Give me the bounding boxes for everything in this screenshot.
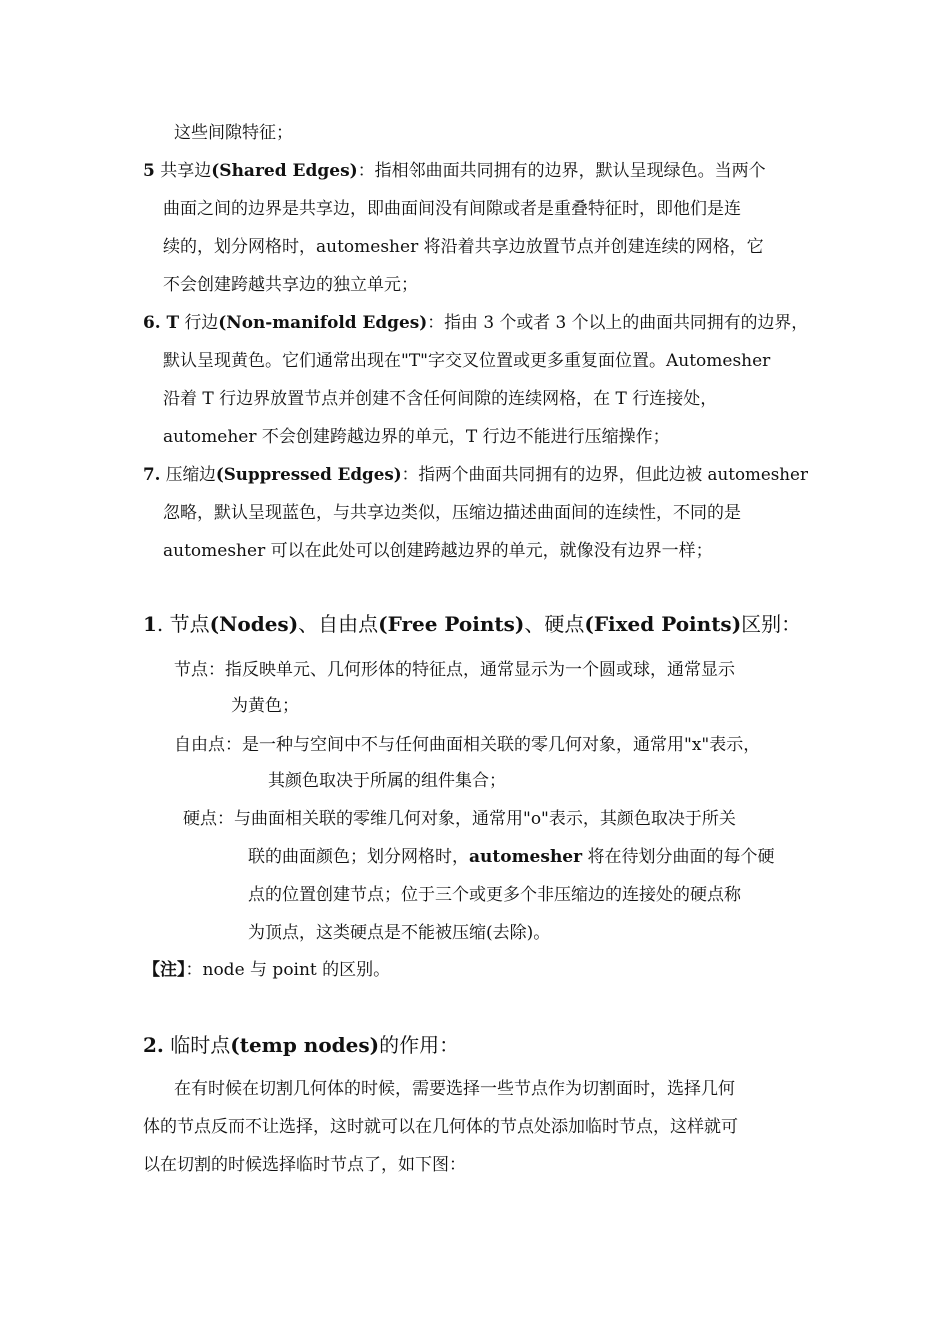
temp-nodes-paragraph-line-1: 在有时候在切割几何体的时候，需要选择一些节点作为切割面时，选择几何 [174, 1079, 735, 1099]
fixed-points-definition-line-1: 硬点：与曲面相关联的零维几何对象，通常用"o"表示，其颜色取决于所关 [183, 809, 736, 829]
suppressed-edges-item [143, 463, 808, 487]
shared-edges-line-3: 续的，划分网格时，automesher 将沿着共享边放置节点并创建连续的网格，它 [163, 237, 764, 257]
section-2-heading [143, 1031, 459, 1059]
temp-nodes-paragraph-line-3: 以在切割的时候选择临时节点了，如下图： [143, 1155, 466, 1175]
fixed-points-definition-line-3: 点的位置创建节点；位于三个或更多个非压缩边的连接处的硬点称 [248, 885, 741, 905]
temp-nodes-paragraph-line-2: 体的节点反而不让选择，这时就可以在几何体的节点处添加临时节点，这样就可 [143, 1117, 738, 1137]
nonmanifold-edges-line-4: automeher 不会创建跨越边界的单元，T 行边不能进行压缩操作； [163, 427, 670, 447]
item-term: (Suppressed Edges) [215, 465, 402, 485]
nonmanifold-edges-item [143, 311, 808, 335]
item-term: (Non-manifold Edges) [218, 313, 428, 333]
item-definition: ：指由 3 个或者 3 个以上的曲面共同拥有的边界， [427, 313, 809, 333]
section-1-heading [143, 610, 801, 638]
nodes-definition-line-1: 节点：指反映单元、几何形体的特征点，通常显示为一个圆或球，通常显示 [174, 660, 735, 680]
heading-term: (temp nodes) [230, 1033, 380, 1057]
fixed-points-definition-line-4: 为顶点，这类硬点是不能被压缩(去除)。 [248, 923, 551, 943]
free-points-definition-line-1: 自由点：是一种与空间中不与任何曲面相关联的零几何对象，通常用"x"表示， [174, 735, 761, 755]
heading-term: (Free Points) [378, 612, 525, 636]
section-dot: . [156, 612, 164, 636]
nonmanifold-edges-line-3: 沿着 T 行边界放置节点并创建不含任何间隙的连续网格，在 T 行连接处， [163, 389, 718, 409]
heading-text: 、硬点 [524, 612, 585, 636]
note-label: 【注】 [143, 960, 186, 980]
heading-text: 的作用： [379, 1033, 460, 1057]
section-number: 2. [143, 1033, 164, 1057]
heading-text: 节点 [169, 612, 210, 636]
heading-term: (Fixed Points) [584, 612, 742, 636]
automesher-term: automesher [469, 847, 583, 867]
suppressed-edges-line-3: automesher 可以在此处可以创建跨越边界的单元，就像没有边界一样； [163, 541, 713, 561]
heading-term: (Nodes) [209, 612, 299, 636]
text-run: 联的曲面颜色；划分网格时， [248, 847, 469, 867]
shared-edges-item [143, 159, 766, 183]
item-prefix: 行边 [179, 313, 219, 333]
intro-tail: 这些间隙特征； [174, 123, 293, 143]
item-term: (Shared Edges) [211, 161, 358, 181]
free-points-definition-line-2: 其颜色取决于所属的组件集合； [268, 771, 506, 791]
section-number: 1 [143, 612, 157, 636]
nonmanifold-edges-line-2: 默认呈现黄色。它们通常出现在"T"字交叉位置或更多重复面位置。Automesher [163, 351, 771, 371]
nodes-definition-line-2: 为黄色； [231, 696, 299, 716]
item-prefix: 压缩边 [165, 465, 216, 485]
text-run: 将在待划分曲面的每个硬 [582, 847, 775, 867]
item-number: 6. T [143, 313, 180, 333]
heading-text: 、自由点 [298, 612, 379, 636]
heading-text: 区别： [741, 612, 802, 636]
heading-text: 临时点 [170, 1033, 231, 1057]
item-definition: ：指相邻曲面共同拥有的边界，默认呈现绿色。当两个 [357, 161, 766, 181]
suppressed-edges-line-2: 忽略，默认呈现蓝色，与共享边类似，压缩边描述曲面间的连续性，不同的是 [163, 503, 741, 523]
shared-edges-line-4: 不会创建跨越共享边的独立单元； [163, 275, 418, 295]
note-line [143, 958, 390, 982]
item-definition: ：指两个曲面共同拥有的边界，但此边被 automesher [401, 465, 808, 485]
item-prefix: 共享边 [160, 161, 212, 181]
fixed-points-definition-line-2 [248, 845, 774, 869]
note-text: ：node 与 point 的区别。 [185, 960, 391, 980]
shared-edges-line-2: 曲面之间的边界是共享边，即曲面间没有间隙或者是重叠特征时，即他们是连 [163, 199, 741, 219]
item-number: 5 [143, 161, 155, 181]
item-number: 7. [143, 465, 161, 485]
